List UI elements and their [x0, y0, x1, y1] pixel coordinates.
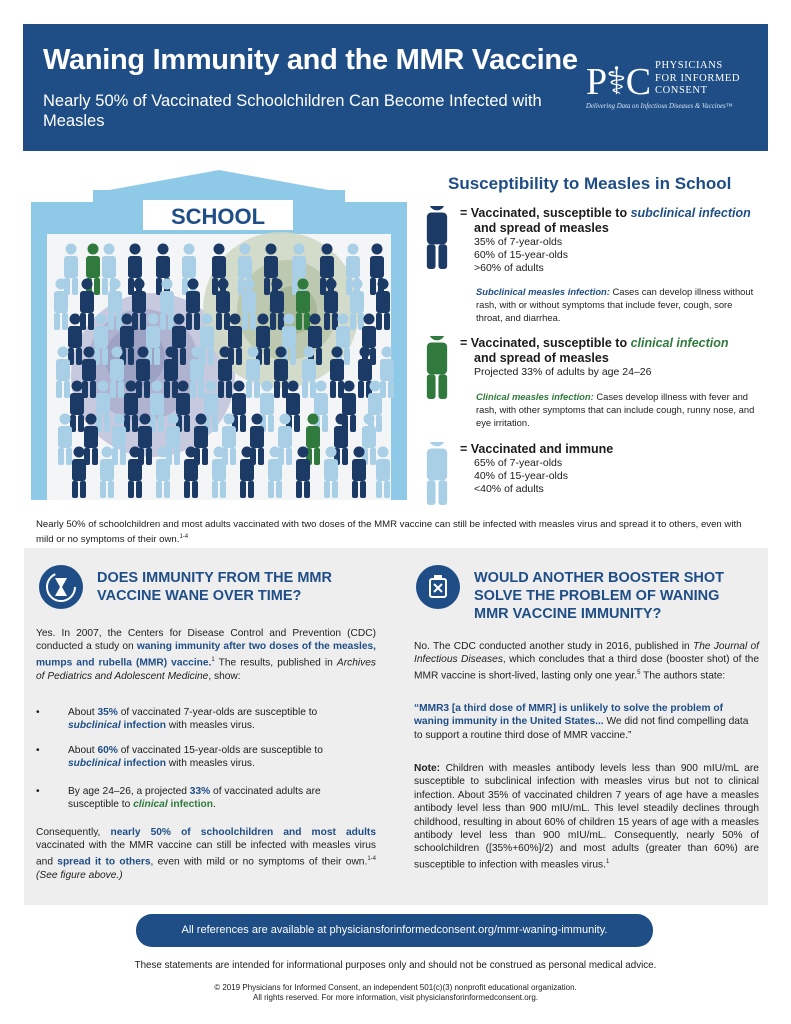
- disclaimer: These statements are intended for informational purposes only and should not be construed as personal medical advice.: [134, 960, 657, 971]
- legend-immune-heading: = Vaccinated and immune: [460, 442, 614, 456]
- hourglass-icon: [39, 565, 83, 609]
- left-heading: DOES IMMUNITY FROM THE MMR VACCINE WANE OVER TIME?: [97, 570, 332, 604]
- syringe-x-icon: [416, 565, 460, 609]
- bullet-item: • About 60% of vaccinated 15-year-olds are susceptible to subclinical infection with measles virus.: [36, 745, 323, 770]
- header-banner: [23, 24, 768, 151]
- left-intro-paragraph: Yes. In 2007, the Centers for Disease Control and Prevention (CDC) conducted a study on waning immunity after two doses of the measles, mumps and rubella (MMR) vaccine.$^1$ The results, published in Archives of Pediatrics and Adolescent Medicine, show:: [36, 628, 376, 682]
- susceptibility-title: Susceptibility to Measles in School: [448, 174, 732, 193]
- note-paragraph: Note: Children with measles antibody levels less than 900 mIU/mL are susceptible to subclinical infection with measles virus but not to clinical infection. About 35% of vaccinated children 7 years of age have a measles antibody level less than 900 mIU/mL. This level steadily declines through childhood, resulting in about 60% of children 15 years of age with a measles antibody level less than 900 mIU/mL. Consequently, nearly 50% of schoolchildren ([35%+60%]/2) and most adults (greater than 60%) are susceptible to infection with measles virus.$^1$: [414, 763, 759, 871]
- legend-line: 40% of 15-year-olds: [474, 470, 568, 482]
- references-link[interactable]: All references are available at physiciansforinformedconsent.org/mmr-waning-immunity.: [136, 914, 653, 947]
- logo-mark: P⚕C: [586, 61, 651, 103]
- legend-subclinical: [420, 206, 765, 278]
- logo-tagline: Delivering Data on Infectious Diseases & Vaccines™: [586, 103, 733, 110]
- logo-name: [655, 60, 740, 98]
- legend-clinical: [420, 336, 765, 386]
- bullet-item: • About 35% of vaccinated 7-year-olds are susceptible to subclinical infection with measles virus.: [36, 707, 318, 732]
- right-intro-paragraph: No. The CDC conducted another study in 2016, published in The Journal of Infectious Diseases, which concludes that a third dose (booster shot) of the MMR vaccine is short-lived, lasting only one year.$^5$ The authors state:: [414, 641, 759, 682]
- school-sign: SCHOOL: [170, 204, 266, 229]
- legend-line: 65% of 7-year-olds: [474, 457, 563, 469]
- legend-line: 60% of 15-year-olds: [474, 249, 568, 261]
- school-roof: [93, 170, 345, 193]
- logo-line-3: CONSENT: [655, 85, 708, 96]
- figure-caption: Nearly 50% of schoolchildren and most adults vaccinated with two doses of the MMR vaccine can still be infected with measles virus and spread it to others, even with mild or no symptoms of their own.$^{1-4}$: [36, 519, 742, 546]
- legend-line: Projected 33% of adults by age 24–26: [474, 366, 652, 378]
- school-illustration: [31, 160, 407, 500]
- page-subtitle: Nearly 50% of Vaccinated Schoolchildren Can Become Infected with Measles: [43, 92, 542, 130]
- subclinical-description: Subclinical measles infection: Cases can develop illness without rash, with or without symptoms that include fever, cough, sore throat, and diarrhea.: [476, 286, 754, 323]
- bullet-item: • By age 24–26, a projected 33% of vaccinated adults are susceptible to clinical infection.: [36, 786, 321, 811]
- clinical-description: Clinical measles infection: Cases develop illness with fever and rash, with other symptoms that can include cough, runny nose, and eye irritation.: [476, 391, 755, 428]
- legend-line: 35% of 7-year-olds: [474, 236, 563, 248]
- left-conclusion-paragraph: Consequently, nearly 50% of schoolchildren and most adults vaccinated with the MMR vaccine can still be infected with measles virus and spread it to others, even with mild or no symptoms of their own.$^{1-4}$ (See figure above.): [36, 827, 376, 881]
- legend-subclinical-heading: = Vaccinated, susceptible to subclinical infection and spread of measles: [460, 206, 751, 235]
- legend-line: >60% of adults: [474, 262, 544, 274]
- person-icon: [424, 206, 450, 270]
- logo-line-1: PHYSICIANS: [655, 60, 723, 71]
- person-icon: [424, 442, 450, 506]
- right-heading: WOULD ANOTHER BOOSTER SHOT SOLVE THE PROBLEM OF WANING MMR VACCINE IMMUNITY?: [474, 570, 724, 622]
- legend-line: <40% of adults: [474, 483, 544, 495]
- author-quote: “MMR3 [a third dose of MMR] is unlikely to solve the problem of waning immunity in the United States... We did not find compelling data to support a routine third dose of MMR vaccine.”: [414, 703, 749, 741]
- copyright: © 2019 Physicians for Informed Consent, an independent 501(c)(3) nonprofit educational organization. All rights reserved. For more information, visit physiciansforinformedconsent.org.: [214, 983, 577, 1002]
- person-icon: [424, 336, 450, 400]
- page-title: Waning Immunity and the MMR Vaccine: [43, 44, 578, 76]
- legend-clinical-heading: = Vaccinated, susceptible to clinical infection and spread of measles: [460, 336, 729, 365]
- legend-immune: [420, 442, 765, 502]
- logo-line-2: FOR INFORMED: [655, 72, 741, 84]
